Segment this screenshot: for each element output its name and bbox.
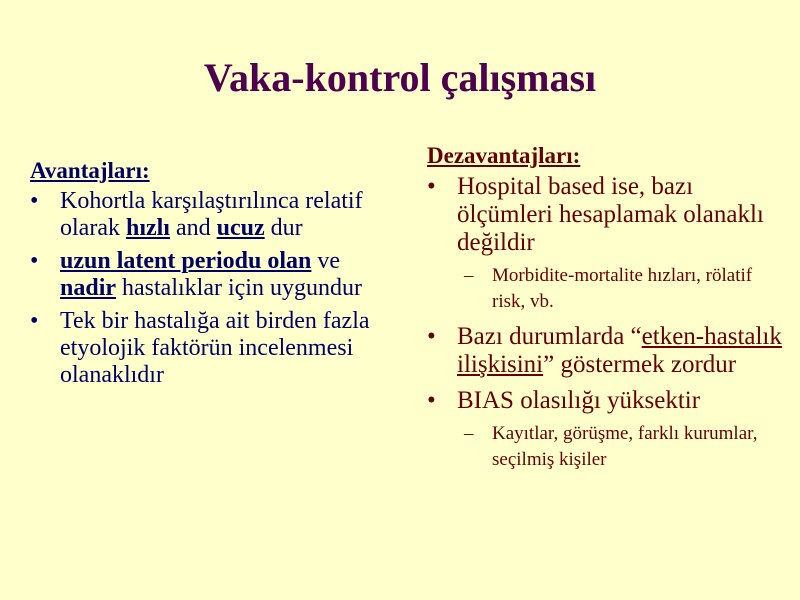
bullet-icon: • — [30, 248, 39, 274]
bullet-icon: • — [427, 173, 436, 200]
disadvantage-subitem: – Kayıtlar, görüşme, farklı kurumlar, seçilmiş kişiler — [464, 423, 758, 470]
disadvantages-column — [427, 143, 787, 473]
advantages-column — [30, 158, 400, 389]
dash-icon: – — [464, 423, 474, 444]
disadvantage-subitem: – Morbidite-mortalite hızları, rölatif risk, vb. — [464, 265, 753, 312]
bullet-icon: • — [427, 323, 436, 350]
slide-title: Vaka-kontrol çalışması — [203, 55, 597, 100]
bullet-icon: • — [30, 308, 39, 334]
disadvantage-item: • BIAS olasılığı yüksektir — [427, 387, 701, 414]
advantages-heading: Avantajları: — [30, 158, 150, 183]
disadvantage-item: • Bazı durumlarda “etken-hastalık ilişkisini” göstermek zordur — [427, 323, 782, 378]
bullet-icon: • — [30, 188, 39, 214]
advantage-item: • uzun latent periodu olan ve nadir hastalıklar için uygundur — [30, 248, 362, 301]
bullet-icon: • — [427, 387, 436, 414]
advantage-item: • Kohortla karşılaştırılınca relatif olarak hızlı and ucuz dur — [30, 188, 363, 241]
disadvantage-item: • Hospital based ise, bazı ölçümleri hesaplamak olanaklı değildir — [427, 173, 764, 256]
disadvantages-heading: Dezavantajları: — [427, 143, 581, 168]
advantage-item: • Tek bir hastalığa ait birden fazla etyolojik faktörün incelenmesi olanaklıdır — [30, 308, 370, 388]
dash-icon: – — [464, 265, 474, 286]
